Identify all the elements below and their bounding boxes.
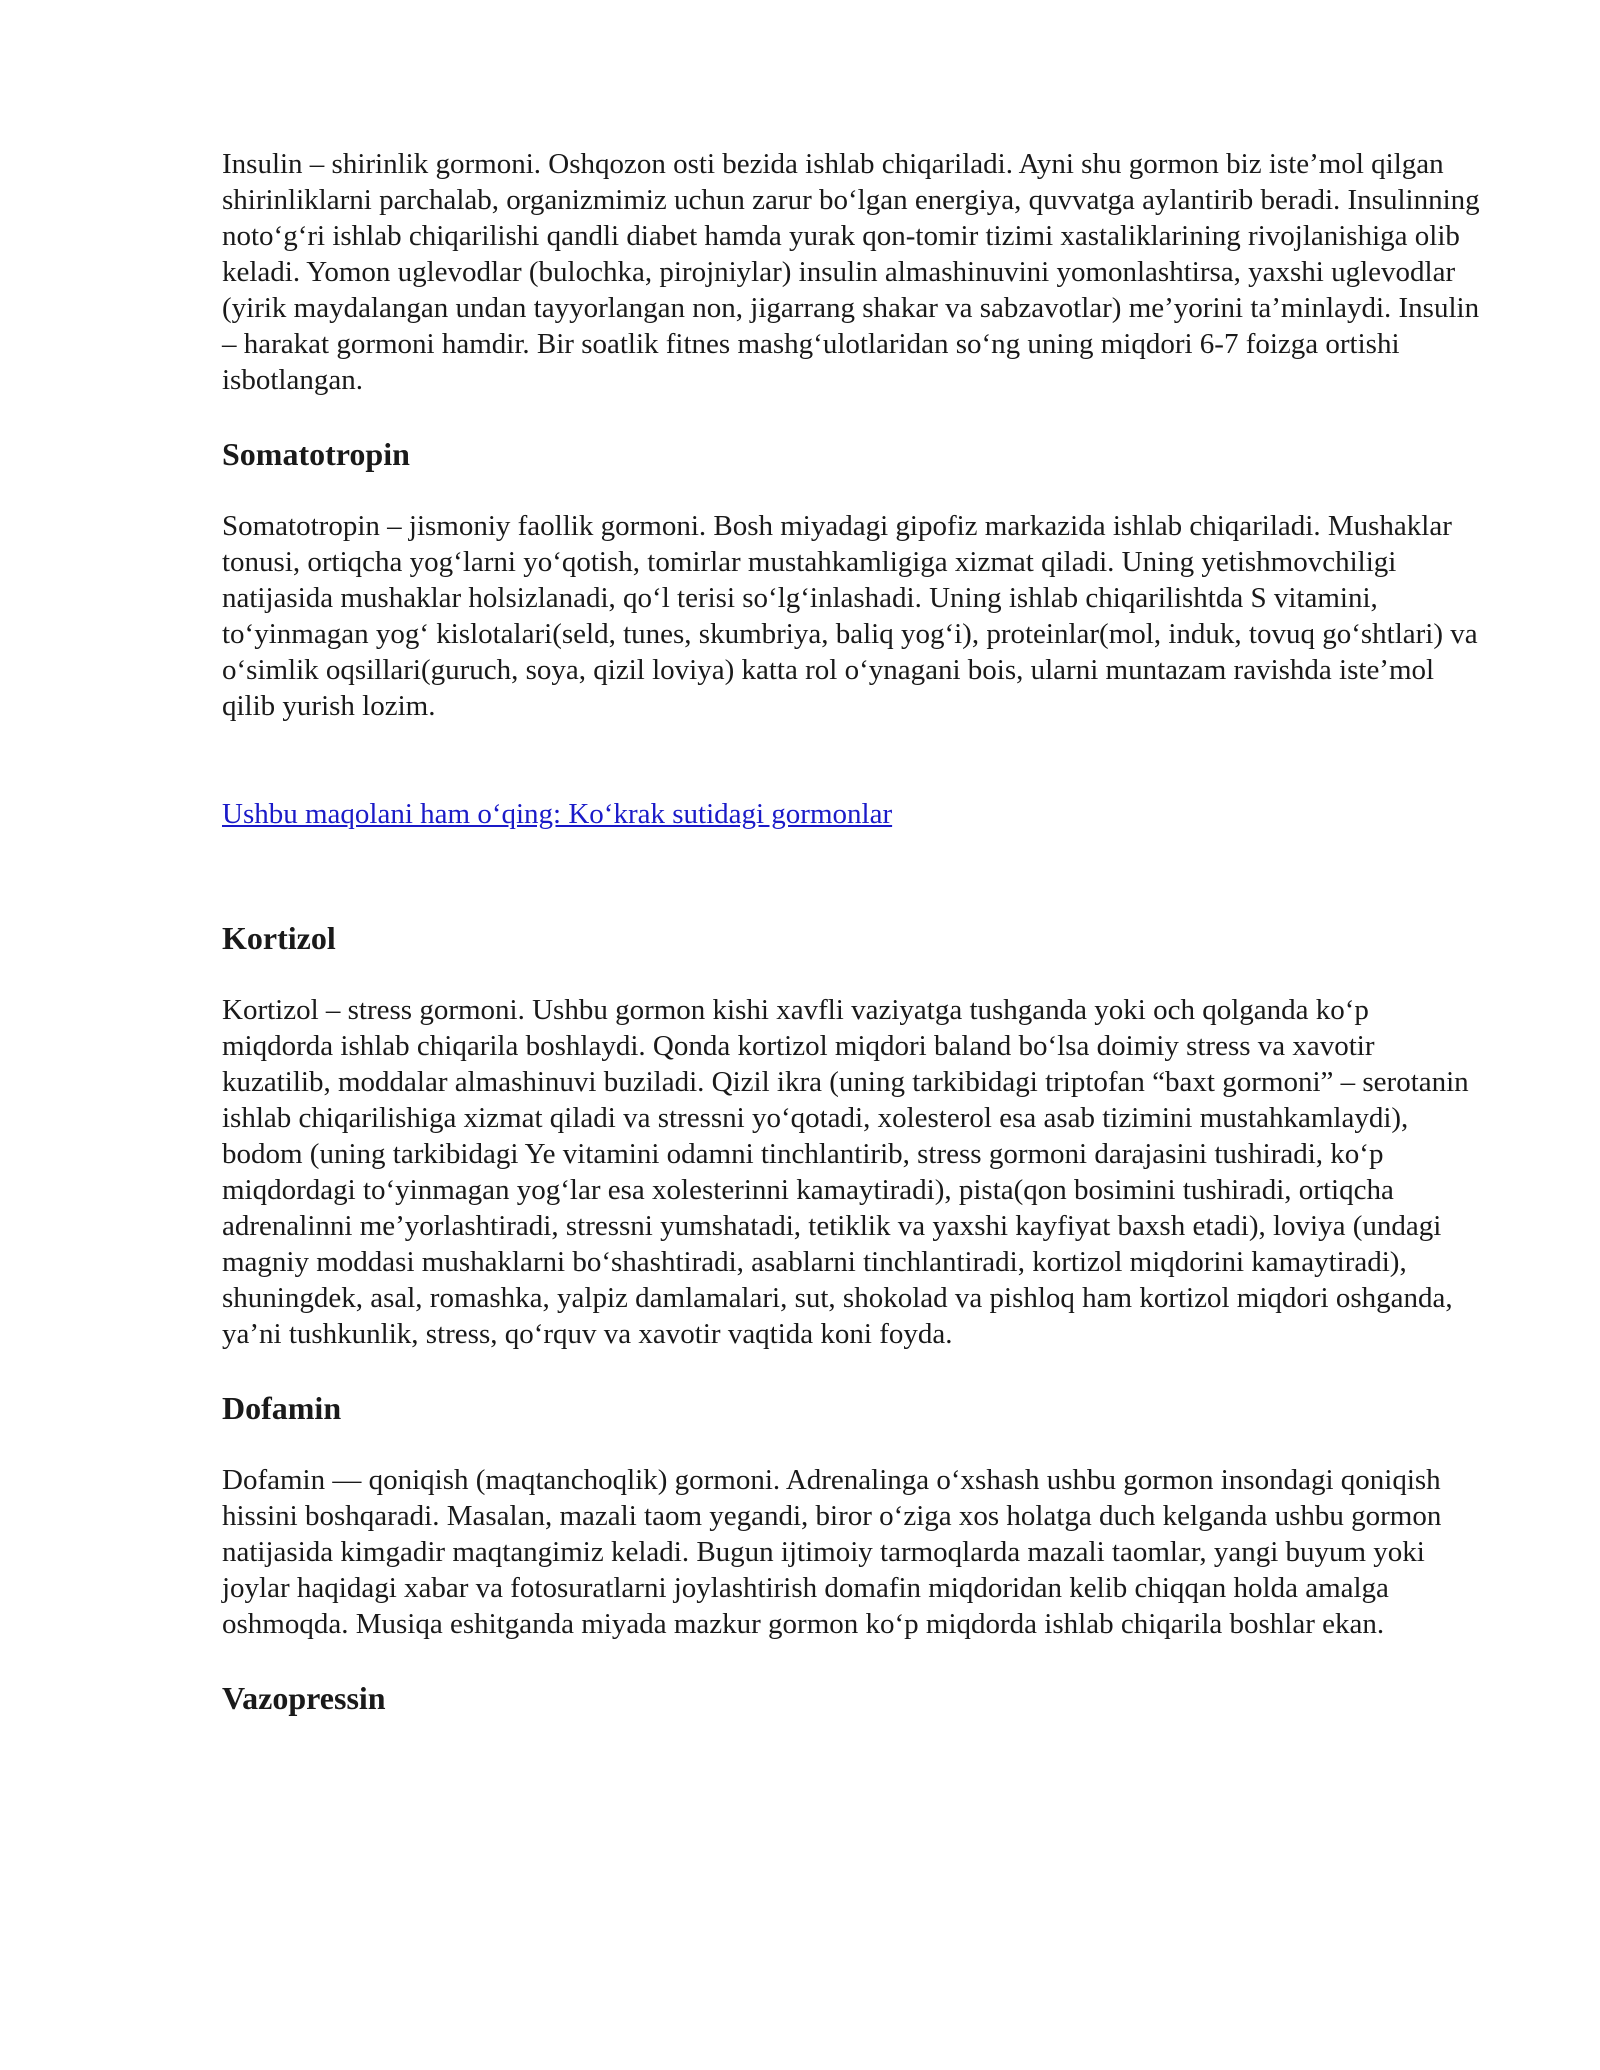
dofamin-paragraph: Dofamin — qoniqish (maqtanchoqlik) gormoni. Adrenalinga o‘xshash ushbu gormon insondagi qoniqish hissini boshqaradi. Masalan, mazali taom yegandi, biror o‘ziga xos holatga duch kelganda ushbu gormon natijasida kimgadir maqtangimiz keladi. Bugun ijtimoiy tarmoqlarda mazali taomlar, yangi buyum yoki joylar haqidagi xabar va fotosuratlarni joylashtirish domafin miqdoridan kelib chiqqan holda amalga oshmoqda. Musiqa eshitganda miyada mazkur gormon ko‘p miqdorda ishlab chiqarila boshlar ekan. — [222, 1464, 1442, 1640]
spacer — [222, 474, 1480, 508]
dofamin-heading: Dofamin — [222, 1390, 342, 1426]
kortizol-heading: Kortizol — [222, 920, 336, 956]
spacer — [222, 1428, 1480, 1462]
spacer — [222, 724, 1480, 796]
related-article-link[interactable]: Ushbu maqolani ham o‘qing: Ko‘krak sutidagi gormonlar — [222, 798, 893, 830]
vazopressin-heading: Vazopressin — [222, 1680, 386, 1716]
insulin-paragraph: Insulin – shirinlik gormoni. Oshqozon osti bezida ishlab chiqariladi. Ayni shu gormon biz iste’mol qilgan shirinliklarni parchalab, organizmimiz uchun zarur bo‘lgan energiya, quvvatga aylantirib beradi. Insulinning noto‘g‘ri ishlab chiqarilishi qandli diabet hamda yurak qon-tomir tizimi xastaliklarining rivojlanishiga olib keladi. Yomon uglevodlar (bulochka, pirojniylar) insulin almashinuvini yomonlashtirsa, yaxshi uglevodlar (yirik maydalangan undan tayyorlangan non, jigarrang shakar va sabzavotlar) me’yorini ta’minlaydi. Insulin – harakat gormoni hamdir. Bir soatlik fitnes mashg‘ulotlaridan so‘ng uning miqdori 6-7 foizga ortishi isbotlangan. — [222, 148, 1480, 396]
somatotropin-heading: Somatotropin — [222, 436, 410, 472]
kortizol-paragraph: Kortizol – stress gormoni. Ushbu gormon kishi xavfli vaziyatga tushganda yoki och qolganda ko‘p miqdorda ishlab chiqarila boshlaydi. Qonda kortizol miqdori baland bo‘lsa doimiy stress va xavotir kuzatilib, moddalar almashinuvi buziladi. Qizil ikra (uning tarkibidagi triptofan “baxt gormoni” – serotanin ishlab chiqarilishiga xizmat qiladi va stressni yo‘qotadi, xolesterol esa asab tizimini mustahkamlaydi), bodom (uning tarkibidagi Ye vitamini odamni tinchlantirib, stress gormoni darajasini tushiradi, ko‘p miqdordagi to‘yinmagan yog‘lar esa xolesterinni kamaytiradi), pista(qon bosimini tushiradi, ortiqcha adrenalinni me’yorlashtiradi, stressni yumshatadi, tetiklik va yaxshi kayfiyat baxsh etadi), loviya (undagi magniy moddasi mushaklarni bo‘shashtiradi, asablarni tinchlantiradi, kortizol miqdorini kamaytiradi), shuningdek, asal, romashka, yalpiz damlamalari, sut, shokolad va pishloq ham kortizol miqdori oshganda, ya’ni tushkunlik, stress, qo‘rquv va xavotir vaqtida koni foyda. — [222, 994, 1469, 1350]
somatotropin-paragraph: Somatotropin – jismoniy faollik gormoni. Bosh miyadagi gipofiz markazida ishlab chiqariladi. Mushaklar tonusi, ortiqcha yog‘larni yo‘qotish, tomirlar mustahkamligiga xizmat qiladi. Uning yetishmovchiligi natijasida mushaklar holsizlanadi, qo‘l terisi so‘lg‘inlashadi. Uning ishlab chiqarilishtda S vitamini, to‘yinmagan yog‘ kislotalari(seld, tunes, skumbriya, baliq yog‘i), proteinlar(mol, induk, tovuq go‘shtlari) va o‘simlik oqsillari(guruch, soya, qizil loviya) katta rol o‘ynagani bois, ularni muntazam ravishda iste’mol qilib yurish lozim. — [222, 510, 1478, 722]
spacer — [222, 398, 1480, 434]
spacer — [222, 1352, 1480, 1388]
spacer — [222, 1642, 1480, 1678]
spacer — [222, 832, 1480, 918]
spacer — [222, 958, 1480, 992]
document-page — [222, 146, 1480, 1718]
